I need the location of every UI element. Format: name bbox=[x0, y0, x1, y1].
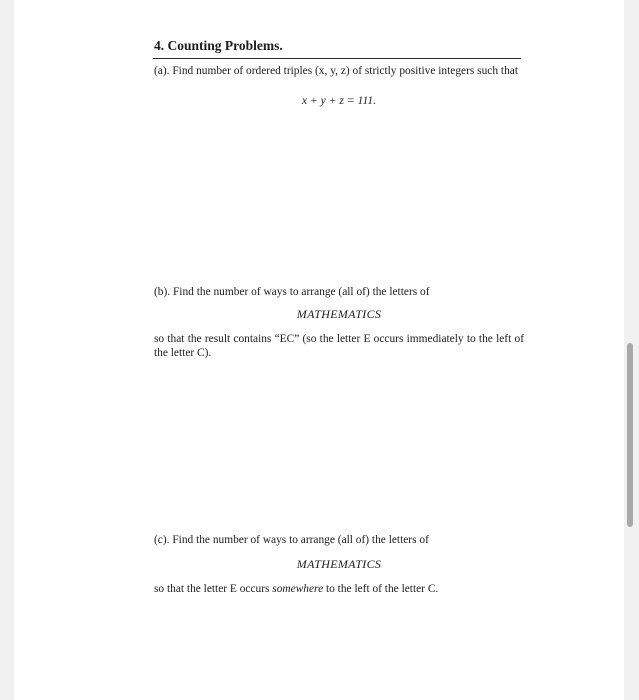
part-c-condition bbox=[154, 582, 438, 596]
part-c-condition-before: so that the letter E occurs bbox=[154, 583, 273, 595]
heading-rule bbox=[153, 58, 521, 59]
part-a-equation bbox=[154, 94, 524, 107]
section-heading: 4. Counting Problems. bbox=[154, 38, 283, 53]
equation-text: x + y + z = 111. bbox=[301, 94, 377, 107]
part-c-condition-emphasis: somewhere bbox=[272, 583, 324, 595]
part-b-text: (b). Find the number of ways to arrange (all of) the letters of bbox=[154, 286, 430, 298]
part-c-condition-after: to the left of the letter C. bbox=[323, 583, 439, 595]
part-c-text: (c). Find the number of ways to arrange (all of) the letters of bbox=[154, 534, 429, 546]
part-c-word: MATHEMATICS bbox=[296, 557, 382, 571]
part-b-word: MATHEMATICS bbox=[296, 307, 382, 321]
part-b-condition: so that the result contains “EC” (so the letter E occurs immediately to the left of the letter C). bbox=[154, 333, 524, 359]
vertical-scrollbar[interactable] bbox=[627, 343, 633, 527]
part-a-text: (a). Find number of ordered triples (x, y, z) of strictly positive integers such that bbox=[154, 65, 518, 77]
